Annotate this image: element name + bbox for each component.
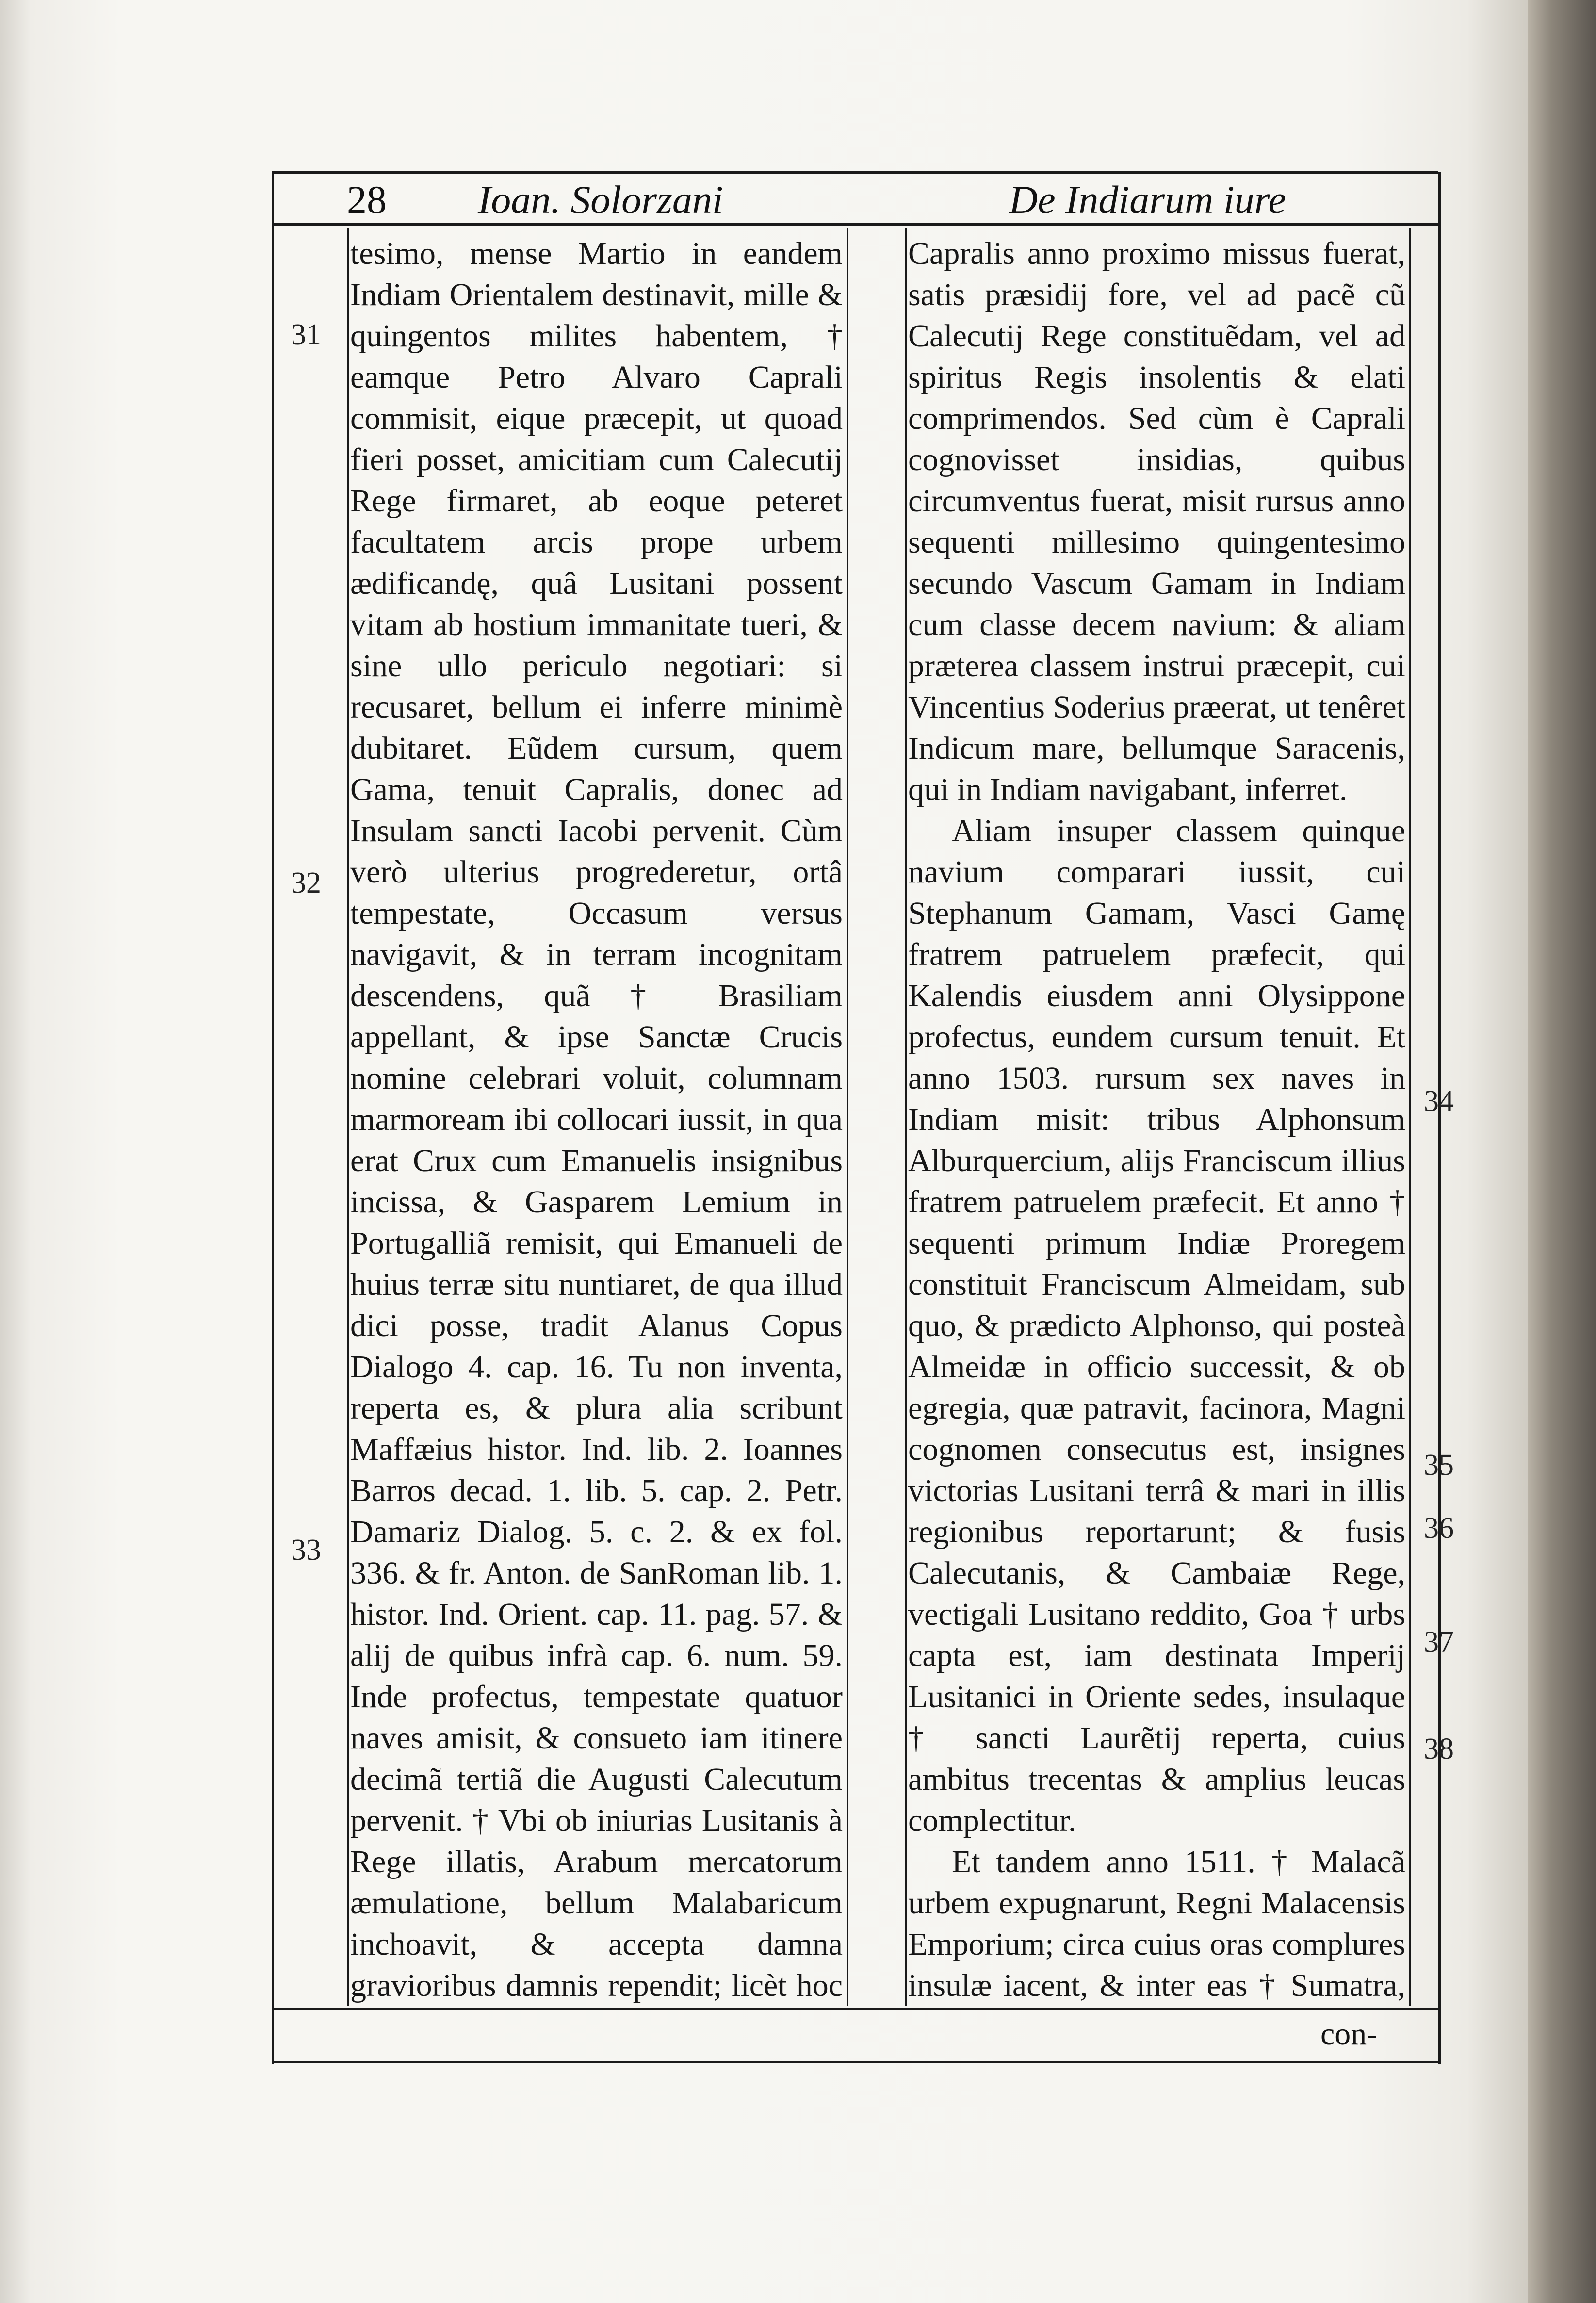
right-paragraph-1: Capralis anno proximo missus fuerat, satis præsidij fore, vel ad pacẽ cũ Calecutij Rege constituẽdam, vel ad spiritus Regis insolentis & elati comprimendos. Sed cùm è Caprali cognovisset insidias, quibus circumventus fuerat, misit rursus anno sequenti millesimo quingentesimo secundo Vascum Gamam in Indiam cum classe decem navium: & aliam præterea classem instrui præcepit, cui Vincentius Soderius præerat, ut tenêret Indicum mare, bellumque Saracenis, qui in Indiam navigabant, inferret. [908,236,1405,807]
left-column [350,233,843,2004]
bottom-rule [272,2008,1438,2010]
margin-number-31: 31 [291,318,321,351]
left-paragraph-1: tesimo, mense Martio in eandem Indiam Orientalem destinavit, mille & quingentos milites habentem, † eamque Petro Alvaro Caprali commisit, eique præcepit, ut quoad fieri posset, amicitiam cum Calecutij Rege firmaret, ab eoque peteret facultatem arcis prope urbem ædificandę, quâ Lusitani possent vitam ab hostium immanitate tueri, & sine ullo periculo negotiari: si recusaret, bellum ei inferre minimè dubitaret. Eũdem cursum, quem Gama, tenuit Capralis, donec ad Insulam sancti Iacobi pervenit. Cùm verò ulterius progrederetur, ortâ tempestate, Occasum versus navigavit, & in terram incognitam descendens, quã † Brasiliam appellant, & ipse Sanctæ Crucis nomine celebrari voluit, columnam marmoream ibi collocari iussit, in qua erat Crux cum Emanuelis insignibus incissa, & Gasparem Lemium in Portugalliã remisit, qui Emanueli de huius terræ situ nuntiaret, de qua illud dici posse, tradit Alanus Copus Dialogo 4. cap. 16. Tu non inventa, reperta es, & plura alia scribunt Maffæius histor. Ind. lib. 2. Ioannes Barros decad. 1. lib. 5. cap. 2. Petr. Damariz Dialog. 5. c. 2. & ex fol. 336. & fr. Anton. de SanRoman lib. 1. histor. Ind. Orient. cap. 11. pag. 57. & alij de quibus infrà cap. 6. num. 59. Inde profectus, tempestate quatuor naves amisit, & consueto iam itinere decimã tertiã die Augusti Calecutum pervenit. † Vbi ob iniurias Lusitanis à Rege illatis, Arabum mercatorum æmulatione, bellum Malabaricum inchoavit, & accepta damna gravioribus damnis rependit; licèt hoc [350,236,843,2003]
running-head-author: Ioan. Solorzani [478,178,723,222]
footer-rule [272,2061,1438,2063]
center-right-rule [905,228,907,2006]
margin-number-37: 37 [1424,1626,1454,1659]
margin-number-32: 32 [291,866,321,899]
left-column-rule [347,228,349,2006]
margin-number-34: 34 [1424,1085,1454,1118]
margin-number-38: 38 [1424,1732,1454,1765]
margin-number-35: 35 [1424,1449,1454,1482]
margin-number-33: 33 [291,1534,321,1567]
right-paragraph-2: Aliam insuper classem quinque navium comparari iussit, cui Stephanum Gamam, Vasci Gamę fratrem patruelem præfecit, qui Kalendis eiusdem anni Olysippone profectus, eundem cursum tenuit. Et anno 1503. rursum sex naves in Indiam misit: tribus Alphonsum Alburquercium, alijs Franciscum illius fratrem patruelem præfecit. Et anno † sequenti primum Indiæ Proregem constituit Franciscum Almeidam, sub quo, & prædicto Alphonso, qui posteà Almeidæ in officio successit, & ob egregia, quæ patravit, facinora, Magni cognomen consecutus est, insignes victorias Lusitani terrâ & mari in illis regionibus reportarunt; & fusis Calecutanis, & Cambaiæ Rege, vectigali Lusitano reddito, Goa † urbs capta est, iam destinata Imperij Lusitanici in Oriente sedes, insulaque † sancti Laurẽtij reperta, cuius ambitus trecentas & amplius leucas complectitur. [908,813,1405,1838]
right-column [908,233,1405,2004]
right-column-rule [1409,228,1411,2006]
right-paragraph-3: Et tandem anno 1511. † Malacã urbem expugnarunt, Regni Malacensis Emporium; circa cuius oras complures insulæ iacent, & inter eas † Sumatra, [908,1844,1405,2003]
margin-number-36: 36 [1424,1512,1454,1545]
page-number: 28 [347,178,387,222]
running-head-title: De Indiarum iure [1009,178,1286,222]
page-edge [1528,0,1596,2303]
catchword: con- [1320,2016,1378,2052]
center-left-rule [847,228,848,2006]
